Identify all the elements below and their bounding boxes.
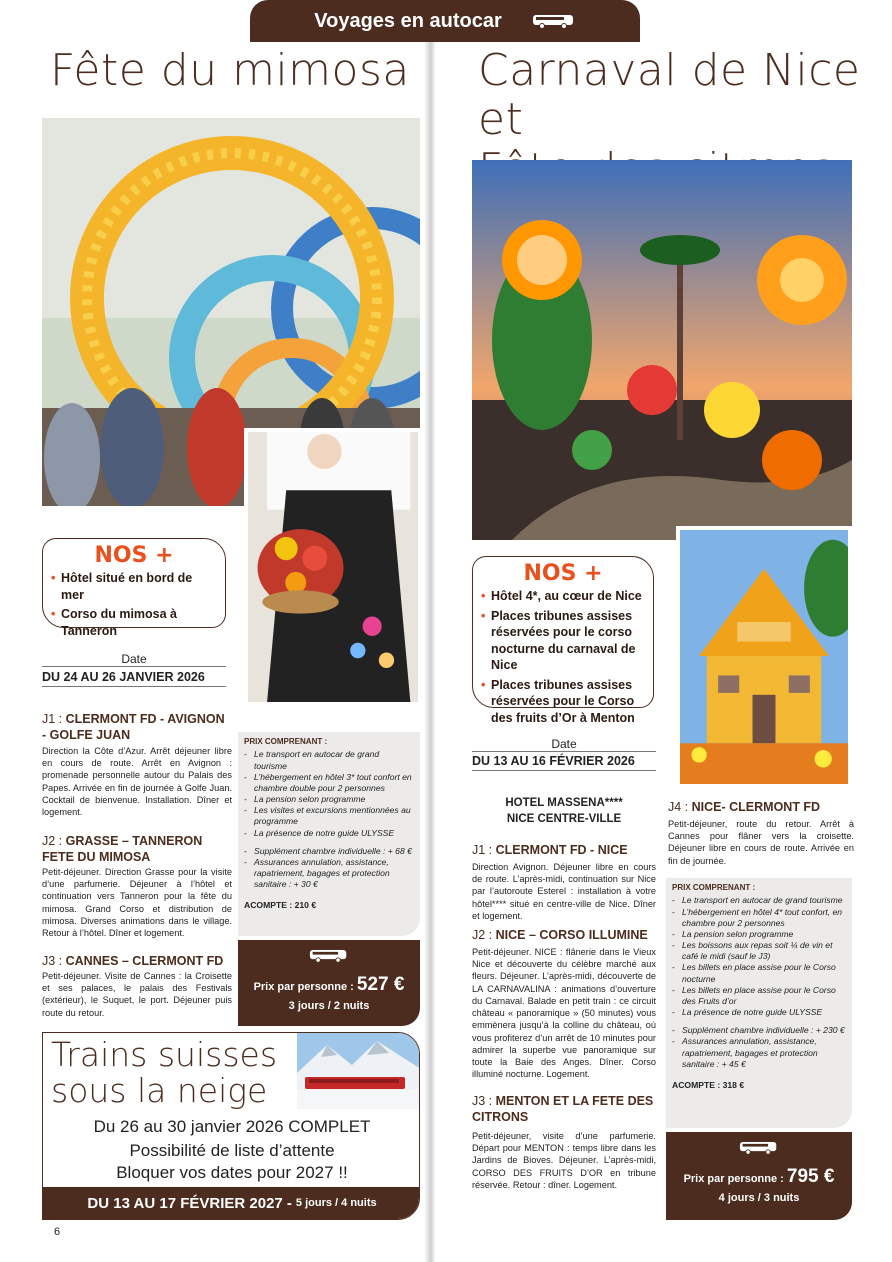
price-duration: 3 jours / 2 nuits bbox=[288, 1000, 370, 1012]
day-prefix: J3 : bbox=[42, 954, 66, 968]
nos-plus-list bbox=[481, 588, 645, 726]
right-day2-title bbox=[472, 928, 656, 944]
nos-plus-heading: NOS + bbox=[523, 561, 603, 586]
right-date-label: Date bbox=[472, 737, 656, 752]
day-prefix: J2 : bbox=[472, 928, 496, 942]
flower-basket-photo bbox=[244, 428, 422, 706]
includes-item: - La pension selon programme bbox=[672, 929, 846, 940]
day-title: NICE – CORSO ILLUMINE bbox=[495, 928, 648, 942]
nos-plus-item: • Places tribunes assises réservées pour le corso nocturne du carnaval de Nice bbox=[481, 608, 645, 674]
day-prefix: J4 : bbox=[668, 800, 692, 814]
bus-icon bbox=[532, 13, 576, 29]
trains-line1: Du 26 au 30 janvier 2026 COMPLET bbox=[93, 1117, 371, 1136]
day-prefix: J1 : bbox=[42, 712, 66, 726]
extras-list bbox=[244, 846, 414, 891]
left-day2-text: Petit-déjeuner. Direction Grasse pour la visite d’une parfumerie. Déjeuner à l’hôtel et continuation vers Tanneron pour la fête du mimosa. Grand Corso et distribution de mimosa. Diverses animations dans le village. Retour à l’hôtel. Dîner et logement. bbox=[42, 867, 232, 939]
left-price-box bbox=[238, 940, 420, 1026]
includes-list bbox=[244, 749, 414, 838]
hotel-name bbox=[472, 796, 656, 827]
extras-item: - Assurances annulation, assistance, rapatriement, bagages et protection sanitaire : + 45 € bbox=[672, 1036, 846, 1070]
acompte: ACOMPTE : 210 € bbox=[244, 900, 317, 911]
right-title-line: Carnaval de Nice et bbox=[478, 45, 861, 146]
includes-item: - La présence de notre guide ULYSSE bbox=[244, 828, 414, 839]
right-nos-plus-box bbox=[472, 556, 654, 725]
extras-item: - Assurances annulation, assistance, rapatriement, bagages et protection sanitaire : + 30 € bbox=[244, 857, 414, 891]
right-day4-title bbox=[668, 800, 854, 816]
trains-title-line: Trains suisses bbox=[51, 1035, 278, 1074]
left-day1-title bbox=[42, 712, 232, 743]
day-prefix: J2 : bbox=[42, 834, 66, 848]
left-includes-box bbox=[238, 732, 420, 936]
includes-heading: PRIX COMPRENANT : bbox=[672, 883, 756, 892]
left-title: Fête du mimosa bbox=[50, 45, 410, 96]
trains-date-bar bbox=[43, 1187, 420, 1219]
nos-plus-item: • Places tribunes assises réservées pour le Corso des fruits d’Or à Menton bbox=[481, 677, 645, 727]
left-day3-text: Petit-déjeuner. Visite de Cannes : la Croisette et ses palaces, le palais des Festivals (extérieur), le Suquet, le port. Déjeuner puis route du retour. bbox=[42, 971, 232, 1018]
trains-title bbox=[51, 1037, 277, 1108]
right-day1-title bbox=[472, 843, 656, 859]
price-value: 527 € bbox=[356, 974, 405, 995]
trains-suisses-box bbox=[42, 1032, 420, 1220]
bus-icon bbox=[238, 948, 420, 968]
right-includes-box bbox=[666, 878, 852, 1128]
page-gutter bbox=[424, 0, 436, 1262]
bus-icon bbox=[666, 1140, 852, 1160]
day-title: CANNES – CLERMONT FD bbox=[65, 954, 224, 968]
right-day2-text: Petit-déjeuner. NICE : flânerie dans le Vieux Nice et découverte du célèbre marché aux fleurs. Déjeuner. L’après-midi, découverte de LA CARNAVALINA : animations d’ouverture du Carnaval. Balade en petit train : ce circuit château « panoramique » (50 minutes) vous emmènera jusqu’à la colline du château, où vous profiterez d’un arrêt de 10 minutes pour admirer la superbe vue panoramique sur toute la Baie des Anges. Dîner. Corso illuminé nocturne. Logement. bbox=[472, 947, 656, 1080]
snow-train-photo bbox=[297, 1033, 420, 1109]
hotel-line: HOTEL MASSENA**** bbox=[505, 797, 623, 809]
extras-item: - Supplément chambre individuelle : + 68 € bbox=[244, 846, 414, 857]
includes-item: - Les visites et excursions mentionnées au programme bbox=[244, 805, 414, 827]
extras-item: - Supplément chambre individuelle : + 230 € bbox=[672, 1025, 846, 1036]
nos-plus-item: • Corso du mimosa à Tanneron bbox=[51, 606, 217, 639]
right-day3-text: Petit-déjeuner, visite d’une parfumerie. Départ pour MENTON : temps libre dans les Jardins de Bioves. Déjeuner. L’après-midi, CORSO DES FRUITS D’OR en tribune réservée. Retour : dîner. Logement. bbox=[472, 1131, 656, 1190]
citrus-house-photo bbox=[676, 526, 852, 788]
left-date-label: Date bbox=[42, 652, 226, 667]
trains-title-line: sous la neige bbox=[51, 1070, 268, 1110]
left-nos-plus-box bbox=[42, 538, 226, 638]
right-date-value: DU 13 AU 16 FÉVRIER 2026 bbox=[472, 754, 656, 771]
price-label: Prix par personne : bbox=[253, 981, 357, 993]
includes-item: - L’hébergement en hôtel 4* tout confort, en chambre pour 2 personnes bbox=[672, 907, 846, 929]
day-title: CLERMONT FD - NICE bbox=[495, 843, 628, 857]
left-date-value: DU 24 AU 26 JANVIER 2026 bbox=[42, 670, 226, 687]
day-title: CLERMONT FD - AVIGNON - GOLFE JUAN bbox=[42, 712, 225, 742]
right-price-box bbox=[666, 1132, 852, 1220]
includes-item: - Les billets en place assise pour le Corso nocturne bbox=[672, 962, 846, 984]
hotel-line: NICE CENTRE-VILLE bbox=[506, 812, 622, 825]
right-day4-text: Petit-déjeuner, route du retour. Arrêt à Cannes pour flâner vers la croisette. Déjeuner libre en cours de route. Arrivée en fin de journée. bbox=[668, 819, 854, 866]
price-duration: 4 jours / 3 nuits bbox=[718, 1192, 800, 1204]
includes-item: - Les billets en place assise pour le Corso des Fruits d’or bbox=[672, 985, 846, 1007]
extras-list bbox=[672, 1025, 846, 1070]
trains-date: DU 13 AU 17 FÉVRIER 2027 - bbox=[87, 1194, 292, 1212]
trains-line3: Bloquer vos dates pour 2027 !! bbox=[116, 1163, 348, 1182]
day-title: NICE- CLERMONT FD bbox=[691, 800, 821, 814]
left-day2-title bbox=[42, 834, 232, 865]
section-banner bbox=[250, 0, 640, 42]
nos-plus-item: • Hôtel situé en bord de mer bbox=[51, 570, 217, 603]
day-prefix: J1 : bbox=[472, 843, 496, 857]
price-value: 795 € bbox=[786, 1166, 835, 1187]
carnival-floats-photo bbox=[472, 160, 852, 540]
day-title: MENTON ET LA FETE DES CITRONS bbox=[472, 1094, 654, 1124]
left-day3-title bbox=[42, 954, 232, 970]
includes-heading: PRIX COMPRENANT : bbox=[244, 737, 328, 746]
trains-line2: Possibilité de liste d’attente bbox=[129, 1141, 335, 1160]
right-day3-title bbox=[472, 1094, 656, 1125]
nos-plus-heading: NOS + bbox=[94, 543, 174, 568]
page-number: 6 bbox=[54, 1226, 61, 1238]
left-day1-text: Direction la Côte d’Azur. Arrêt déjeuner libre en cours de route. Arrêt en Avignon : promenade personnelle autour du Palais des Papes. Arrivée en fin de journée à Golfe Juan. Cocktail de bienvenue. Installation. Dîner et logement. bbox=[42, 746, 232, 818]
includes-item: - La présence de notre guide ULYSSE bbox=[672, 1007, 846, 1018]
day-prefix: J3 : bbox=[472, 1094, 496, 1108]
includes-list bbox=[672, 895, 846, 1018]
includes-item: - Le transport en autocar de grand tourisme bbox=[672, 895, 846, 906]
banner-label: Voyages en autocar bbox=[314, 9, 502, 32]
nos-plus-list bbox=[51, 570, 217, 639]
includes-item: - La pension selon programme bbox=[244, 794, 414, 805]
nos-plus-item: • Hôtel 4*, au cœur de Nice bbox=[481, 588, 645, 605]
right-day1-text: Direction Avignon. Déjeuner libre en cours de route. L’après-midi, continuation sur Nice par l’autoroute Esterel : installation à votre hôtel**** situé en centre-ville de Nice. Dîner et logement. bbox=[472, 862, 656, 921]
includes-item: - L’hébergement en hôtel 3* tout confort en chambre double pour 2 personnes bbox=[244, 772, 414, 794]
includes-item: - Le transport en autocar de grand tourisme bbox=[244, 749, 414, 771]
price-label: Prix par personne : bbox=[683, 1173, 787, 1185]
acompte: ACOMPTE : 318 € bbox=[672, 1079, 745, 1090]
trains-duration: 5 jours / 4 nuits bbox=[295, 1197, 377, 1209]
includes-item: - Les boissons aux repas soit ¼ de vin et café le midi (sauf le J3) bbox=[672, 940, 846, 962]
day-title: GRASSE – TANNERON FETE DU MIMOSA bbox=[42, 834, 203, 864]
